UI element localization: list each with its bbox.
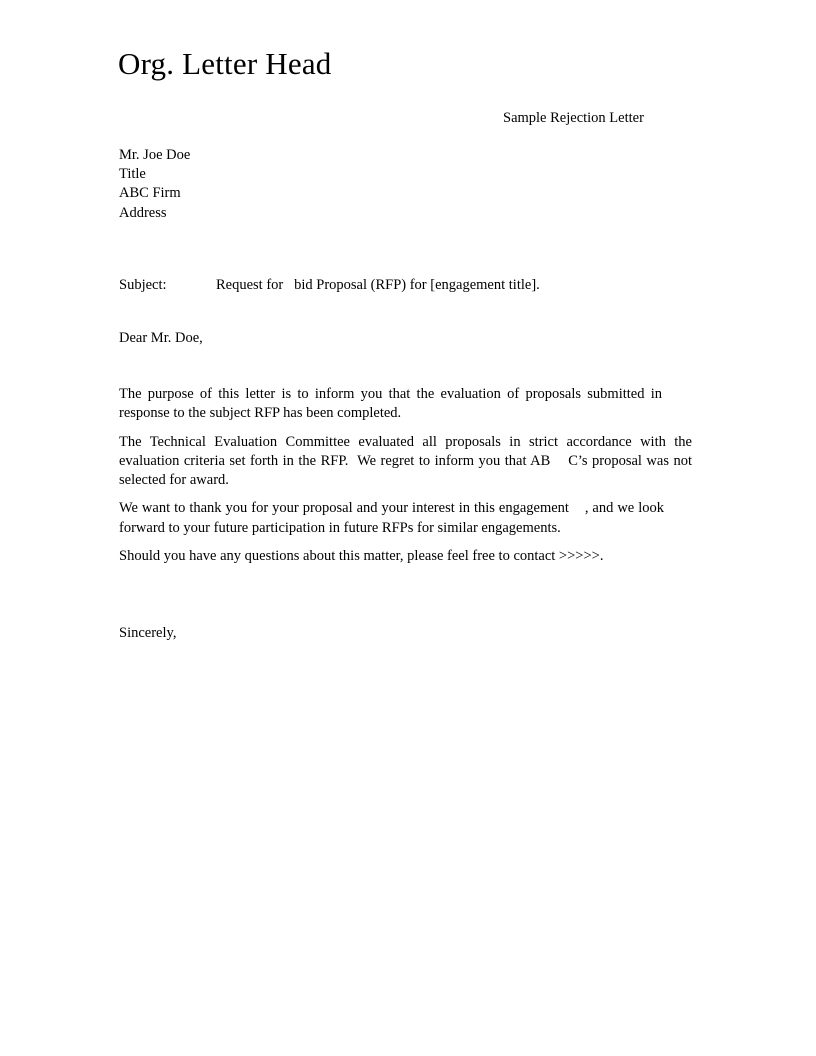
- letter-body: [119, 385, 694, 566]
- closing-salutation: Sincerely,: [119, 625, 177, 641]
- recipient-title: Title: [119, 166, 146, 183]
- recipient-name: Mr. Joe Doe: [119, 147, 191, 163]
- body-paragraph-4: Should you have any questions about this matter, please feel free to contact >>>>>.: [119, 548, 604, 565]
- body-paragraph-1: The purpose of this letter is to inform you that the evaluation of proposals submitted in response to the subject RFP has been completed.: [119, 386, 666, 422]
- recipient-address: Address: [119, 204, 167, 221]
- salutation: Dear Mr. Doe,: [119, 330, 203, 346]
- recipient-address-block: [119, 146, 190, 223]
- subject-text: Request for bid Proposal (RFP) for [engagement title].: [216, 277, 540, 293]
- document-type-label: Sample Rejection Letter: [503, 110, 644, 126]
- body-paragraph-2: The Technical Evaluation Committee evaluated all proposals in strict accordance with the evaluation criteria set forth in the RFP. We regret to inform you that AB C’s proposal was not selected for award.: [119, 433, 696, 489]
- subject-line: [119, 276, 540, 295]
- recipient-firm: ABC Firm: [119, 185, 181, 202]
- body-paragraph-3: We want to thank you for your proposal and your interest in this engagement , and we look forward to your future participation in future RFPs for similar engagements.: [119, 500, 668, 536]
- letterhead-title: Org. Letter Head: [118, 46, 332, 81]
- subject-label: Subject:: [119, 277, 167, 293]
